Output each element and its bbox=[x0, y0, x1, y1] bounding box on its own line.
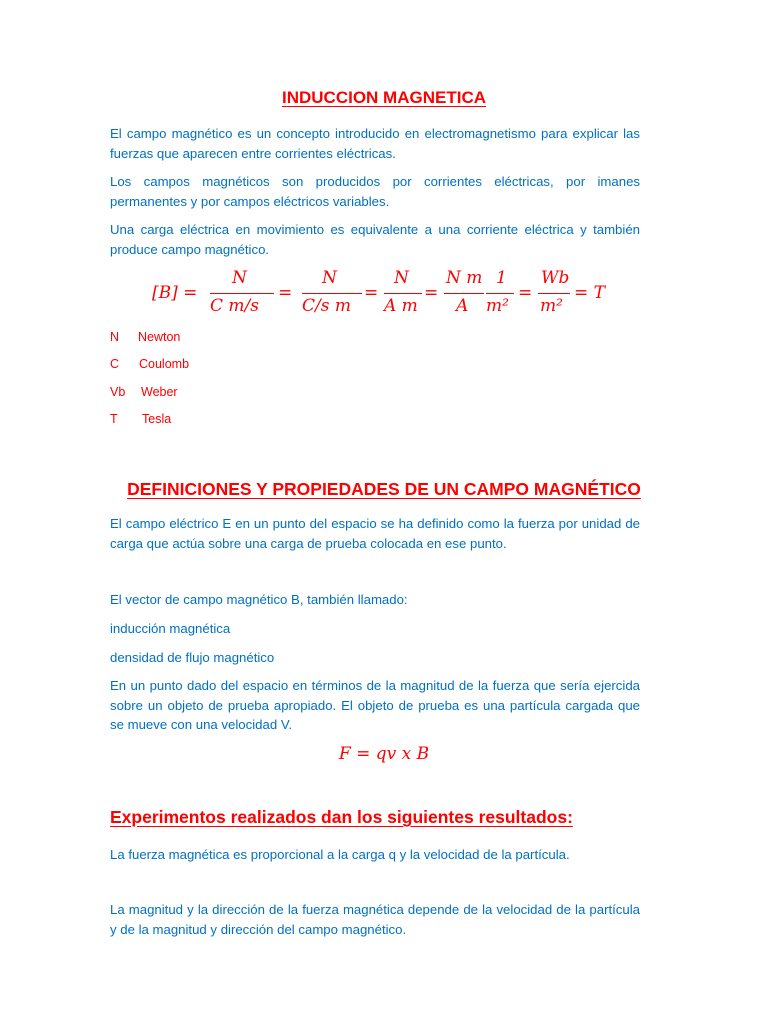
unit-symbol: C bbox=[110, 357, 120, 371]
unit-name: Weber bbox=[141, 385, 178, 399]
paragraph: La fuerza magnética es proporcional a la carga q y la velocidad de la partícula. bbox=[110, 847, 570, 862]
formula-equals: = bbox=[424, 283, 439, 303]
formula-numerator: N m bbox=[446, 268, 483, 288]
formula-numerator: N bbox=[322, 268, 337, 288]
unit-item-coulomb bbox=[110, 356, 190, 372]
paragraph: Una carga eléctrica en movimiento es equivalente a una corriente eléctrica y también produce campo magnético. bbox=[110, 222, 640, 257]
unit-item-tesla bbox=[110, 411, 172, 427]
unit-formula bbox=[150, 266, 650, 322]
formula-denominator: m² bbox=[540, 296, 563, 316]
unit-name: Tesla bbox=[142, 412, 172, 426]
unit-item-weber bbox=[110, 384, 178, 400]
unit-symbol: Vb bbox=[110, 385, 126, 399]
formula-numerator: N bbox=[232, 268, 247, 288]
formula-tail: = T bbox=[574, 283, 605, 303]
paragraph: La magnitud y la dirección de la fuerza magnética depende de la velocidad de la partícula y de la magnitud y dirección del campo magnético. bbox=[110, 902, 640, 937]
formula-denominator: A m bbox=[384, 296, 418, 316]
paragraph: El vector de campo magnético B, también llamado: bbox=[110, 592, 408, 607]
formula-equals: = bbox=[278, 283, 293, 303]
paragraph: El campo eléctrico E en un punto del espacio se ha definido como la fuerza por unidad de carga que actúa sobre una carga de prueba colocada en ese punto. bbox=[110, 516, 640, 551]
fraction-bar bbox=[444, 293, 484, 294]
paragraph: En un punto dado del espacio en términos de la magnitud de la fuerza que sería ejercida sobre un objeto de prueba apropiado. El objeto de prueba es una partícula cargada que se mueve con una velocidad V. bbox=[110, 678, 640, 732]
section-title-experimentos: Experimentos realizados dan los siguientes resultados: bbox=[110, 807, 573, 827]
formula-denominator: A bbox=[456, 296, 469, 316]
formula-numerator: N bbox=[394, 268, 409, 288]
formula-denominator: C m/s bbox=[210, 296, 259, 316]
paragraph: Los campos magnéticos son producidos por corrientes eléctricas, por imanes permanentes y por campos eléctricos variables. bbox=[110, 174, 640, 209]
fraction-bar bbox=[302, 293, 362, 294]
unit-name: Coulomb bbox=[139, 357, 190, 371]
paragraph: El campo magnético es un concepto introducido en electromagnetismo para explicar las fuerzas que aparecen entre corrientes eléctricas. bbox=[110, 126, 640, 161]
fraction-bar bbox=[486, 293, 514, 294]
unit-symbol: N bbox=[110, 330, 120, 344]
paragraph: densidad de flujo magnético bbox=[110, 650, 275, 665]
lorentz-formula: F = qv x B bbox=[338, 744, 430, 764]
document-page bbox=[110, 0, 658, 1024]
formula-equals: = bbox=[518, 283, 533, 303]
formula-lhs: [B] = bbox=[152, 283, 198, 303]
formula-numerator: 1 bbox=[496, 268, 507, 288]
section-title-induccion: INDUCCION MAGNETICA bbox=[282, 88, 486, 107]
formula-equals: = bbox=[364, 283, 379, 303]
paragraph: inducción magnética bbox=[110, 621, 231, 636]
section-title-definiciones: DEFINICIONES Y PROPIEDADES DE UN CAMPO MAGNÉTICO bbox=[127, 479, 641, 499]
formula-denominator: m² bbox=[486, 296, 509, 316]
fraction-bar bbox=[210, 293, 274, 294]
fraction-bar bbox=[384, 293, 422, 294]
unit-symbol: T bbox=[110, 412, 118, 426]
formula-denominator: C/s m bbox=[302, 296, 351, 316]
unit-item-newton bbox=[110, 329, 181, 345]
unit-name: Newton bbox=[138, 330, 181, 344]
fraction-bar bbox=[538, 293, 570, 294]
formula-numerator: Wb bbox=[541, 268, 570, 288]
